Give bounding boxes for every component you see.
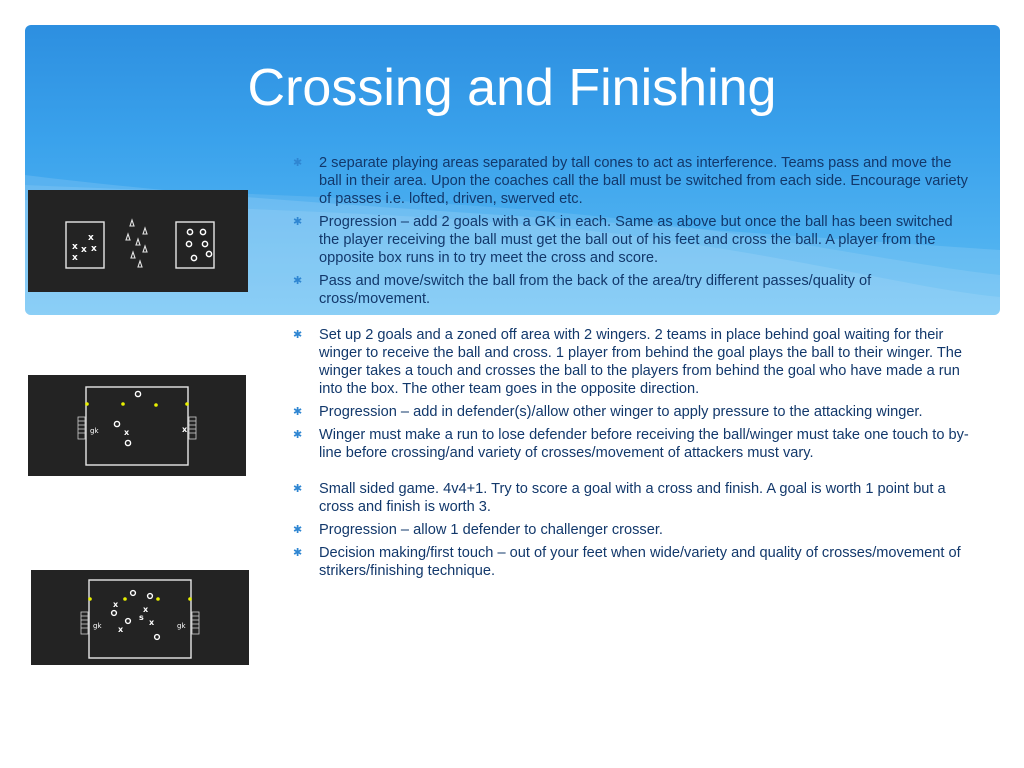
- drill-diagram-1: [28, 190, 248, 292]
- cone-marker: [138, 261, 142, 267]
- asterisk-bullet-icon: ✱: [293, 429, 303, 441]
- player-o-marker: [155, 635, 160, 640]
- player-o-marker: [131, 591, 136, 596]
- cone-marker: [130, 220, 134, 226]
- player-o-marker: [114, 421, 119, 426]
- goalkeeper-label: gk: [93, 622, 102, 630]
- bullet-text: 2 separate playing areas separated by tall cones to act as interference. Teams pass and move the ball in their area. Upon the coaches call the ball must be switched from each side. Encourage variety of passes i.e. lofted, driven, swerved etc.: [319, 155, 968, 207]
- asterisk-bullet-icon: ✱: [293, 329, 303, 341]
- goal-right: [192, 612, 199, 634]
- player-o-marker: [202, 241, 207, 246]
- bullet-text: Winger must make a run to lose defender before receiving the ball/winger must take one touch to by-line before crossing/and variety of crosses/movement of attackers must vary.: [319, 427, 969, 461]
- bullet-text: Progression – add in defender(s)/allow other winger to apply pressure to the attacking winger.: [319, 404, 923, 420]
- asterisk-bullet-icon: ✱: [293, 406, 303, 418]
- asterisk-bullet-icon: ✱: [293, 547, 303, 559]
- goalkeeper-label: gk: [90, 427, 99, 435]
- slide-content: [293, 154, 973, 585]
- goal-left: [78, 417, 85, 439]
- bullet-item: [293, 426, 973, 462]
- player-x-marker: x: [72, 242, 78, 252]
- pitch-outline: [86, 387, 188, 465]
- bullet-item: [293, 544, 973, 580]
- winger-marker: [188, 597, 192, 601]
- asterisk-bullet-icon: ✱: [293, 524, 303, 536]
- bullet-text: Set up 2 goals and a zoned off area with 2 wingers. 2 teams in place behind goal waiting for their winger to receive the ball and cross. 1 player from behind the goal plays the ball to their winger. The winger takes a touch and crosses the ball to the players from behind the goal who have made a run into the box. The other team goes in the opposite direction.: [319, 327, 963, 397]
- player-o-marker: [126, 619, 131, 624]
- bullet-text: Small sided game. 4v4+1. Try to score a goal with a cross and finish. A goal is worth 1 point but a cross and finish is worth 3.: [319, 481, 946, 515]
- bullet-text: Decision making/first touch – out of your feet when wide/variety and quality of crosses/movement of strikers/finishing technique.: [319, 545, 961, 579]
- cone-marker: [143, 246, 147, 252]
- player-x-marker: x: [72, 253, 78, 263]
- bullet-item: [293, 403, 973, 421]
- bullet-item: [293, 521, 973, 539]
- player-x-marker: x: [149, 618, 155, 627]
- bullet-list: [293, 154, 973, 580]
- goal-right: [189, 417, 196, 439]
- bullet-text: Pass and move/switch the ball from the back of the area/try different passes/quality of cross/movement.: [319, 273, 872, 307]
- bullet-text: Progression – allow 1 defender to challenger crosser.: [319, 522, 663, 538]
- asterisk-bullet-icon: ✱: [293, 483, 303, 495]
- goalkeeper-label: gk: [177, 622, 186, 630]
- bullet-item: [293, 272, 973, 308]
- winger-marker: [185, 402, 189, 406]
- player-x-marker: x: [182, 425, 188, 434]
- player-x-marker: x: [81, 245, 87, 255]
- winger-marker: [123, 597, 127, 601]
- player-x-marker: x: [143, 605, 149, 614]
- player-o-marker: [200, 229, 205, 234]
- bullet-item: [293, 154, 973, 208]
- bullet-item: [293, 480, 973, 516]
- player-x-marker: x: [113, 600, 119, 609]
- goal-left: [81, 612, 88, 634]
- bullet-item: [293, 213, 973, 267]
- player-o-marker: [125, 440, 130, 445]
- player-o-marker: [135, 391, 140, 396]
- player-o-marker: [148, 594, 153, 599]
- player-x-marker: x: [124, 428, 130, 437]
- bullet-item: [293, 326, 973, 398]
- player-x-marker: x: [88, 233, 94, 243]
- winger-marker: [85, 402, 89, 406]
- asterisk-bullet-icon: ✱: [293, 216, 303, 228]
- asterisk-bullet-icon: ✱: [293, 275, 303, 287]
- cone-marker: [126, 234, 130, 240]
- player-x-marker: x: [91, 244, 97, 254]
- player-o-marker: [187, 229, 192, 234]
- player-o-marker: [191, 255, 196, 260]
- player-x-marker: x: [118, 625, 124, 634]
- winger-marker: [121, 402, 125, 406]
- winger-marker: [88, 597, 92, 601]
- drill-diagram-2: [28, 375, 246, 476]
- drill-diagram-3: [31, 570, 249, 665]
- cone-marker: [131, 252, 135, 258]
- player-s-marker: s: [139, 613, 144, 622]
- cone-marker: [143, 228, 147, 234]
- winger-marker: [156, 597, 160, 601]
- asterisk-bullet-icon: ✱: [293, 157, 303, 169]
- player-o-marker: [112, 611, 117, 616]
- player-o-marker: [206, 251, 211, 256]
- slide-title: Crossing and Finishing: [247, 59, 777, 117]
- player-o-marker: [186, 241, 191, 246]
- cone-marker: [136, 239, 140, 245]
- winger-marker: [154, 403, 158, 407]
- bullet-text: Progression – add 2 goals with a GK in each. Same as above but once the ball has been switched the player receiving the ball must get the ball out of his feet and cross the ball. A player from the opposite box runs in to try meet the cross and score.: [319, 214, 953, 266]
